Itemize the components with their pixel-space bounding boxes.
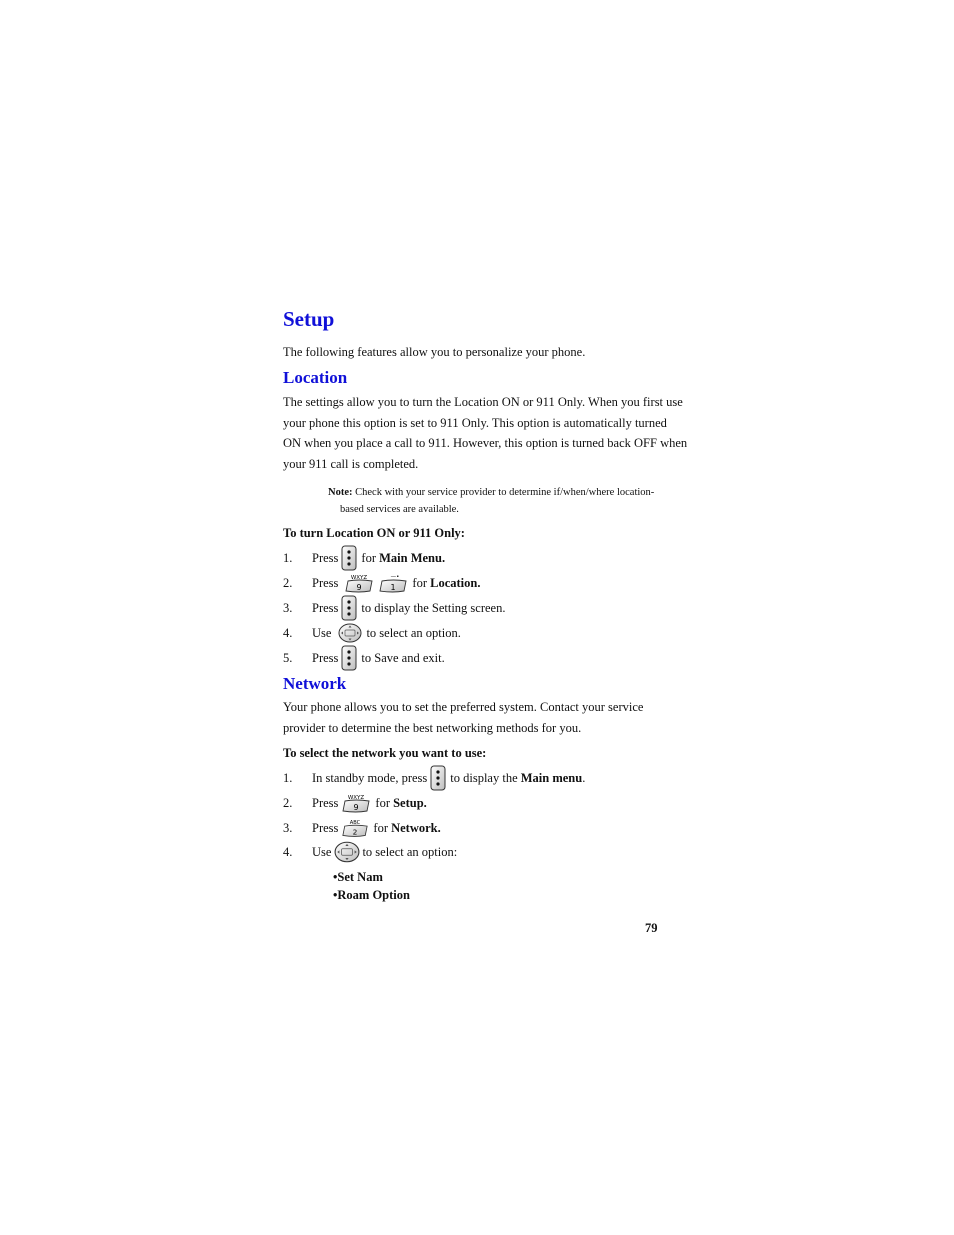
key-2-digit: 2	[353, 827, 358, 837]
step-number: 3.	[283, 820, 293, 835]
step-text: to Save and exit.	[361, 650, 445, 665]
key-9-letters: WXYZ	[351, 575, 368, 581]
step-number: 5.	[283, 650, 293, 665]
network-step	[283, 792, 427, 814]
step-number: 2.	[283, 575, 293, 590]
network-step	[283, 817, 441, 839]
key-9-digit: 9	[356, 583, 362, 592]
intro-text: The following features allow you to personalize your phone.	[283, 345, 586, 359]
step-verb: Press	[312, 820, 339, 835]
step-target: Network.	[391, 820, 441, 835]
step-verb: Press	[312, 795, 339, 810]
navigation-key-icon	[338, 623, 362, 643]
step-number: 4.	[283, 844, 293, 859]
network-paragraph-line: provider to determine the best networking methods for you.	[283, 720, 582, 735]
key-9-letters: WXYZ	[348, 795, 365, 801]
location-paragraph-line: The settings allow you to turn the Location ON or 911 Only. When you first use	[283, 395, 683, 409]
step-verb: Press	[312, 650, 339, 665]
step-target: Main menu	[520, 770, 583, 785]
step-number: 1.	[283, 550, 293, 565]
location-paragraph-line: your phone this option is set to 911 Only. This option is automatically turned	[283, 415, 667, 430]
step-text: to display the	[450, 770, 518, 785]
step-text: to display the Setting screen.	[361, 600, 506, 615]
step-number: 4.	[283, 625, 293, 640]
location-step	[283, 597, 505, 619]
location-note	[328, 484, 654, 518]
location-step	[283, 547, 445, 569]
key-1-icon	[378, 573, 408, 593]
page-title: Setup	[283, 307, 335, 331]
key-2-icon	[341, 818, 369, 838]
menu-key-icon	[341, 545, 357, 571]
step-text: for	[375, 795, 390, 810]
option-roam-option: •Roam Option	[333, 888, 410, 902]
location-step	[283, 647, 445, 669]
step-verb: Press	[312, 575, 339, 590]
step-text: for	[373, 820, 388, 835]
step-target: Setup.	[393, 795, 427, 810]
step-punct: .	[582, 770, 586, 785]
location-procedure-title: To turn Location ON or 911 Only:	[283, 526, 465, 540]
menu-key-icon	[430, 765, 446, 791]
step-verb: Use	[312, 625, 332, 640]
step-verb: Use	[312, 844, 332, 859]
note-text-cont: based services are available.	[340, 504, 459, 515]
step-text: to select an option:	[362, 844, 458, 859]
key-9-icon	[341, 793, 371, 813]
note-label: Note:	[328, 487, 353, 498]
location-paragraph-line: ON when you place a call to 911. However, this option is turned back OFF when	[283, 436, 688, 450]
network-step	[283, 841, 457, 863]
location-paragraph-line: your 911 call is completed.	[283, 456, 419, 471]
key-9-digit: 9	[353, 803, 359, 812]
step-text: for	[412, 575, 427, 590]
network-step	[283, 767, 585, 789]
location-step	[283, 622, 461, 644]
navigation-key-icon	[334, 841, 360, 863]
step-verb: Press	[312, 600, 339, 615]
note-text: Check with your service provider to determine if/when/where location-	[355, 487, 655, 498]
page-number: 79	[645, 921, 658, 935]
step-verb: In standby mode, press	[312, 770, 428, 785]
location-heading: Location	[283, 368, 348, 387]
step-number: 1.	[283, 770, 293, 785]
key-2-letters: ABC	[350, 819, 361, 826]
location-paragraph	[283, 392, 687, 474]
option-set-nam: •Set Nam	[333, 870, 383, 884]
step-target: Main Menu.	[379, 550, 446, 565]
menu-key-icon	[341, 595, 357, 621]
key-1-letters: —•	[391, 574, 400, 580]
network-heading: Network	[283, 674, 347, 693]
step-verb: Press	[312, 550, 339, 565]
network-paragraph-line: Your phone allows you to set the preferred system. Contact your service	[283, 700, 644, 714]
menu-key-icon	[341, 645, 357, 671]
step-target: Location.	[430, 575, 481, 590]
step-text: for	[361, 550, 376, 565]
network-paragraph	[283, 697, 643, 738]
key-1-digit: 1	[390, 583, 396, 592]
network-procedure-title: To select the network you want to use:	[283, 746, 487, 760]
location-step	[283, 572, 480, 594]
step-number: 3.	[283, 600, 293, 615]
key-9-icon	[344, 573, 374, 593]
step-text: to select an option.	[366, 625, 461, 640]
step-number: 2.	[283, 795, 293, 810]
